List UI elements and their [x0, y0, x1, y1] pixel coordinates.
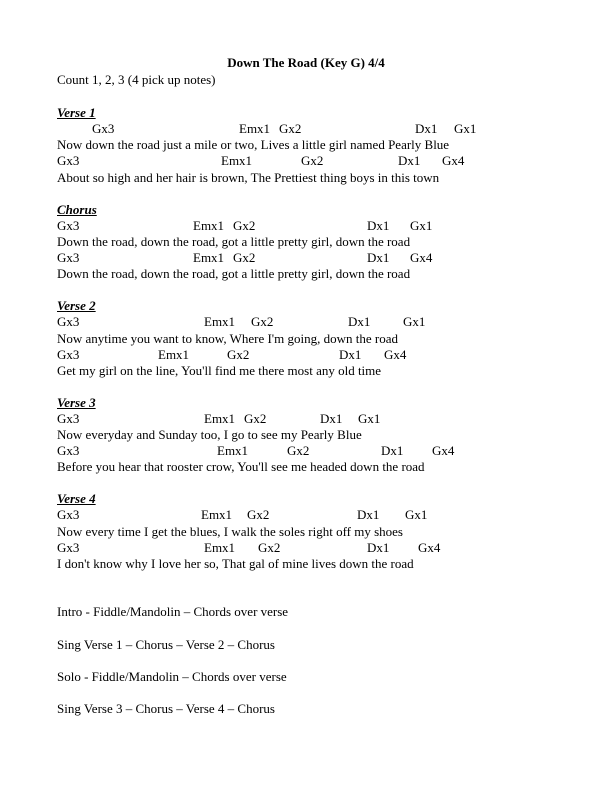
lyric-line: Now everyday and Sunday too, I go to see my Pearly Blue [57, 427, 362, 442]
lyric-line: Down the road, down the road, got a little pretty girl, down the road [57, 234, 411, 249]
chord: Gx3 [57, 507, 80, 522]
lyric-line: Now down the road just a mile or two, Lives a little girl named Pearly Blue [57, 137, 450, 152]
chord: Emx1 [193, 218, 225, 233]
chord: Gx2 [287, 443, 310, 458]
chord: Emx1 [217, 443, 249, 458]
song-title: Down The Road (Key G) 4/4 [227, 55, 385, 70]
count-in-note: Count 1, 2, 3 (4 pick up notes) [57, 72, 216, 87]
chord-row [0, 443, 612, 459]
verse-4-heading: Verse 4 [57, 491, 96, 506]
lyric-line: Get my girl on the line, You'll find me there most any old time [57, 363, 382, 378]
chord: Dx1 [357, 507, 380, 522]
chord: Emx1 [158, 347, 190, 362]
chord: Gx2 [258, 540, 281, 555]
lyric-line: Now anytime you want to know, Where I'm going, down the road [57, 331, 398, 346]
verse-2-heading: Verse 2 [57, 298, 96, 313]
chord: Gx1 [358, 411, 381, 426]
chord: Gx4 [432, 443, 455, 458]
chord: Emx1 [221, 153, 253, 168]
chord: Gx3 [57, 540, 80, 555]
chord: Gx4 [410, 250, 433, 265]
chord: Emx1 [193, 250, 225, 265]
chord: Gx3 [57, 153, 80, 168]
lyric-line: Down the road, down the road, got a little pretty girl, down the road [57, 266, 411, 281]
chord-row [0, 218, 612, 234]
lyric-line: About so high and her hair is brown, The Prettiest thing boys in this town [57, 170, 440, 185]
chord: Gx3 [57, 314, 80, 329]
chord: Gx1 [403, 314, 426, 329]
chord: Gx2 [233, 218, 256, 233]
chord: Gx2 [247, 507, 270, 522]
chord-row [0, 411, 612, 427]
chord: Dx1 [398, 153, 421, 168]
chord-row [0, 121, 612, 137]
chord-row [0, 153, 612, 169]
chord-row [0, 347, 612, 363]
lyric-line: I don't know why I love her so, That gal of mine lives down the road [57, 556, 414, 571]
chord: Dx1 [381, 443, 404, 458]
chord: Gx4 [442, 153, 465, 168]
chord: Dx1 [339, 347, 362, 362]
chord: Gx2 [233, 250, 256, 265]
verse-1-heading: Verse 1 [57, 105, 96, 120]
chord: Gx2 [227, 347, 250, 362]
chord: Dx1 [367, 540, 390, 555]
chord-row [0, 540, 612, 556]
arrangement-sing-2: Sing Verse 3 – Chorus – Verse 4 – Chorus [57, 701, 275, 716]
chord: Gx4 [384, 347, 407, 362]
chord: Gx2 [251, 314, 274, 329]
chord: Gx2 [279, 121, 302, 136]
chord: Gx2 [244, 411, 267, 426]
chord: Gx3 [57, 347, 80, 362]
chord: Emx1 [239, 121, 271, 136]
chord: Gx3 [92, 121, 115, 136]
chord: Gx1 [410, 218, 433, 233]
arrangement-solo: Solo - Fiddle/Mandolin – Chords over verse [57, 669, 287, 684]
arrangement-sing-1: Sing Verse 1 – Chorus – Verse 2 – Chorus [57, 637, 275, 652]
chord: Gx1 [405, 507, 428, 522]
chord: Gx1 [454, 121, 477, 136]
chord: Gx3 [57, 218, 80, 233]
verse-3-heading: Verse 3 [57, 395, 96, 410]
chord: Dx1 [348, 314, 371, 329]
chord-row [0, 507, 612, 523]
chord: Emx1 [204, 540, 236, 555]
arrangement-intro: Intro - Fiddle/Mandolin – Chords over verse [57, 604, 289, 619]
chord: Dx1 [367, 218, 390, 233]
lyric-line: Now every time I get the blues, I walk the soles right off my shoes [57, 524, 403, 539]
chord: Emx1 [204, 411, 236, 426]
chord: Emx1 [204, 314, 236, 329]
chord: Dx1 [320, 411, 343, 426]
chorus-heading: Chorus [57, 202, 97, 217]
chord: Gx3 [57, 443, 80, 458]
chord: Gx2 [301, 153, 324, 168]
chord: Dx1 [415, 121, 438, 136]
chord-row [0, 314, 612, 330]
chord: Gx3 [57, 250, 80, 265]
lyric-line: Before you hear that rooster crow, You'll see me headed down the road [57, 459, 425, 474]
chord: Dx1 [367, 250, 390, 265]
chord: Gx4 [418, 540, 441, 555]
chord: Gx3 [57, 411, 80, 426]
chord: Emx1 [201, 507, 233, 522]
chord-row [0, 250, 612, 266]
